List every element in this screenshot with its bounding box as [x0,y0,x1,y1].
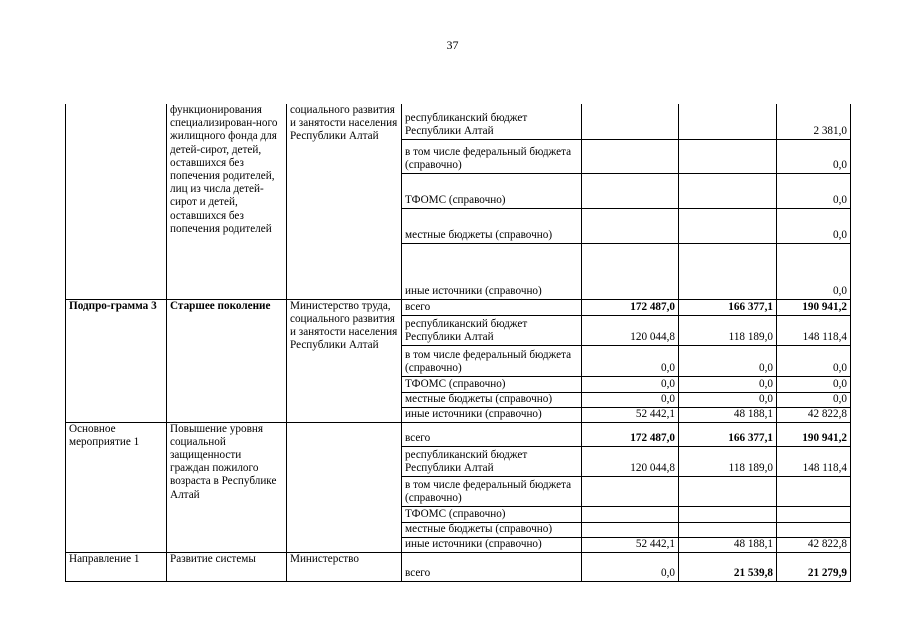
value-cell [777,476,851,506]
source-cell: ТФОМС (справочно) [402,506,582,522]
value-cell: 172 487,0 [582,299,679,315]
value-cell: 120 044,8 [582,446,679,476]
value-cell: 0,0 [679,376,777,392]
source-cell: всего [402,422,582,446]
source-cell: иные источники (справочно) [402,407,582,422]
status-cell: Подпро-грамма 3 [66,299,167,422]
event-name-cell: функционирования специализирован-ного жилищного фонда для детей-сирот, детей, оставшихся без попечения родителей, лиц из числа детей-сирот и детей, оставшихся без попечения родителей [167,104,287,299]
source-cell: всего [402,552,582,581]
value-cell [679,104,777,139]
value-cell [582,522,679,537]
source-cell: в том числе федеральный бюджета (справочно) [402,476,582,506]
value-cell: 148 118,4 [777,315,851,345]
source-cell: республиканский бюджет Республики Алтай [402,446,582,476]
table-row [66,422,851,446]
source-cell: республиканский бюджет Республики Алтай [402,104,582,139]
value-cell: 0,0 [582,392,679,407]
source-cell: ТФОМС (справочно) [402,376,582,392]
status-cell [66,104,167,299]
value-cell: 166 377,1 [679,299,777,315]
table-row [66,552,851,581]
value-cell: 52 442,1 [582,537,679,552]
value-cell: 2 381,0 [777,104,851,139]
source-cell: республиканский бюджет Республики Алтай [402,315,582,345]
executor-cell: Министерство [287,552,402,581]
value-cell: 0,0 [679,345,777,376]
value-cell [679,522,777,537]
executor-cell: социального развития и занятости населения Республики Алтай [287,104,402,299]
value-cell: 21 279,9 [777,552,851,581]
event-name-cell: Повышение уровня социальной защищенности граждан пожилого возраста в Республике Алтай [167,422,287,552]
value-cell [679,173,777,208]
value-cell: 148 118,4 [777,446,851,476]
value-cell: 190 941,2 [777,422,851,446]
value-cell [679,476,777,506]
value-cell: 118 189,0 [679,446,777,476]
value-cell: 0,0 [777,208,851,243]
value-cell: 0,0 [777,243,851,299]
value-cell [679,506,777,522]
source-cell: иные источники (справочно) [402,537,582,552]
value-cell: 0,0 [777,345,851,376]
table-row [66,104,851,139]
value-cell [777,522,851,537]
value-cell: 166 377,1 [679,422,777,446]
value-cell: 0,0 [777,376,851,392]
value-cell: 0,0 [777,139,851,173]
source-cell: иные источники (справочно) [402,243,582,299]
value-cell [679,208,777,243]
value-cell [582,506,679,522]
value-cell: 0,0 [582,345,679,376]
status-cell: Направление 1 [66,552,167,581]
value-cell [679,139,777,173]
source-cell: местные бюджеты (справочно) [402,522,582,537]
value-cell [582,243,679,299]
value-cell: 48 188,1 [679,537,777,552]
value-cell [582,173,679,208]
source-cell: ТФОМС (справочно) [402,173,582,208]
value-cell: 42 822,8 [777,407,851,422]
value-cell: 42 822,8 [777,537,851,552]
value-cell: 52 442,1 [582,407,679,422]
source-cell: местные бюджеты (справочно) [402,208,582,243]
value-cell: 0,0 [777,173,851,208]
table-row [66,299,851,315]
value-cell: 172 487,0 [582,422,679,446]
executor-cell [287,422,402,552]
value-cell [582,208,679,243]
executor-cell: Министерство труда, социального развития и занятости населения Республики Алтай [287,299,402,422]
value-cell: 21 539,8 [679,552,777,581]
status-cell: Основное мероприятие 1 [66,422,167,552]
value-cell: 120 044,8 [582,315,679,345]
value-cell [777,506,851,522]
value-cell [582,476,679,506]
value-cell: 118 189,0 [679,315,777,345]
value-cell: 0,0 [679,392,777,407]
value-cell [582,139,679,173]
page-number: 37 [446,38,459,52]
source-cell: местные бюджеты (справочно) [402,392,582,407]
event-name-cell: Старшее поколение [167,299,287,422]
budget-table [65,104,851,582]
value-cell: 0,0 [582,552,679,581]
source-cell: в том числе федеральный бюджета (справочно) [402,139,582,173]
value-cell: 0,0 [777,392,851,407]
value-cell [582,104,679,139]
value-cell [679,243,777,299]
value-cell: 190 941,2 [777,299,851,315]
source-cell: в том числе федеральный бюджета (справочно) [402,345,582,376]
value-cell: 48 188,1 [679,407,777,422]
value-cell: 0,0 [582,376,679,392]
event-name-cell: Развитие системы [167,552,287,581]
source-cell: всего [402,299,582,315]
